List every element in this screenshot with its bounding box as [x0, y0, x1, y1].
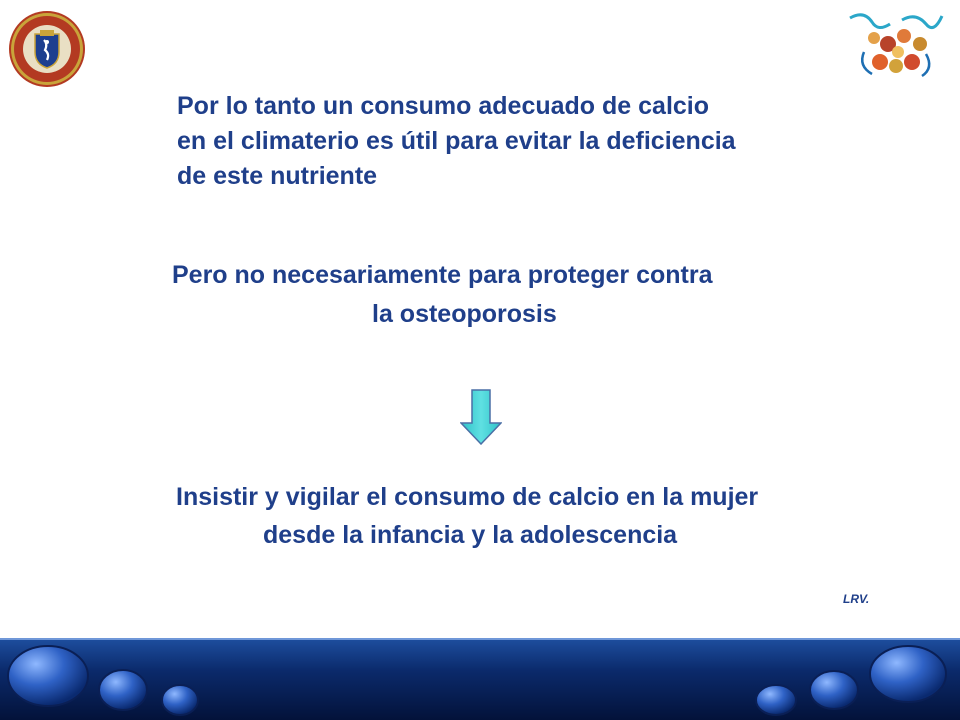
paragraph1-line: en el climaterio es útil para evitar la deficiencia	[177, 127, 736, 155]
down-arrow-icon	[460, 389, 502, 445]
paragraph-insist-line2: desde la infancia y la adolescencia	[263, 521, 678, 549]
footer-bubble	[870, 646, 946, 702]
paragraph-calcium-consumption	[177, 89, 736, 194]
paragraph1-line: de este nutriente	[177, 162, 378, 190]
footer-bubble	[8, 646, 88, 706]
paragraph-insist-line1: Insistir y vigilar el consumo de calcio en la mujer	[176, 483, 759, 511]
university-seal-icon	[8, 10, 86, 88]
paragraph1-line: Por lo tanto un consumo adecuado de calcio	[177, 92, 710, 120]
author-initials: LRV.	[843, 592, 870, 606]
paragraph-osteoporosis-line1: Pero no necesariamente para proteger contra	[172, 261, 713, 289]
footer-decoration	[0, 638, 960, 720]
footer-bubble	[99, 670, 147, 710]
molecule-logo-icon	[842, 8, 948, 82]
paragraph-osteoporosis-line2: la osteoporosis	[372, 300, 557, 328]
footer-bubble	[810, 671, 858, 709]
footer-bubble	[162, 685, 198, 715]
footer-bubble	[756, 685, 796, 715]
